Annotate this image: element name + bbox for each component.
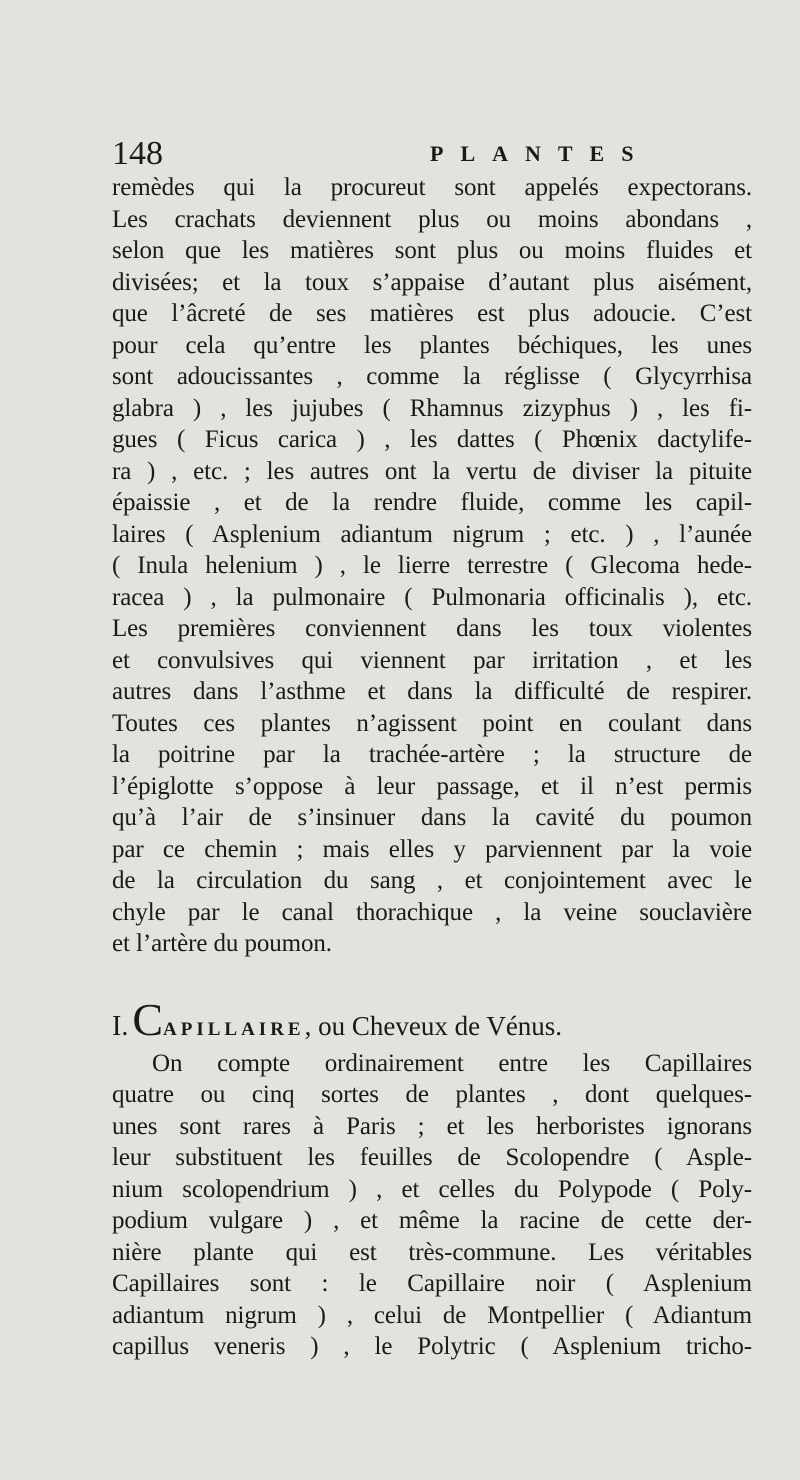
text-line: sont adoucissantes , comme la réglisse ( Glycyrrhisa xyxy=(112,363,752,390)
section-subtitle: , ou Cheveux de Vénus. xyxy=(304,1010,563,1041)
text-line: et l’artère du poumon. xyxy=(112,930,332,957)
text-line: qu’à l’air de s’insinuer dans la cavité du poumon xyxy=(112,804,752,831)
text-line: adiantum nigrum ) , celui de Montpellier ( Adiantum xyxy=(112,1301,752,1329)
text-line: et convulsives qui viennent par irritation , et les xyxy=(112,646,752,674)
text-line: racea ) , la pulmonaire ( Pulmonaria officinalis ), etc. xyxy=(112,583,752,611)
text-line: autres dans l’asthme et dans la difficulté de respirer. xyxy=(112,678,752,705)
text-line: remèdes qui la procureut sont appelés expectorans. xyxy=(112,174,752,201)
text-line: ra ) , etc. ; les autres ont la vertu de diviser la pituite xyxy=(112,457,752,485)
text-line: l’épiglotte s’oppose à leur passage, et il n’est permis xyxy=(112,772,752,800)
text-line: unes sont rares à Paris ; et les herboristes ignorans xyxy=(112,1112,752,1140)
text-line: Capillaires sont : le Capillaire noir ( Asplenium xyxy=(112,1270,752,1297)
text-line: Les crachats deviennent plus ou moins abondans , xyxy=(112,205,752,233)
text-line: On compte ordinairement entre les Capillaires xyxy=(152,1049,752,1077)
text-line: de la circulation du sang , et conjointement avec le xyxy=(112,867,752,894)
text-line: par ce chemin ; mais elles y parviennent par la voie xyxy=(112,835,752,863)
section-number: I. xyxy=(112,1010,129,1042)
section-title-initial: C xyxy=(132,993,164,1045)
running-head: PLANTES xyxy=(430,141,651,166)
text-line: Toutes ces plantes n’agissent point en coulant dans xyxy=(112,709,752,737)
text-line: pour cela qu’entre les plantes béchiques, les unes xyxy=(112,331,752,359)
paragraph-capillaires xyxy=(112,1048,752,1363)
text-line: leur substituent les feuilles de Scolopendre ( Asple- xyxy=(112,1144,752,1171)
section-title: APILLAIRE xyxy=(163,1018,305,1040)
text-line: ( Inula helenium ) , le lierre terrestre ( Glecoma hede- xyxy=(112,552,752,579)
text-line: que l’âcreté de ses matières est plus adoucie. C’est xyxy=(112,300,752,327)
text-line: podium vulgare ) , et même la racine de cette der- xyxy=(112,1207,752,1234)
text-line: chyle par le canal thorachique , la veine souclavière xyxy=(112,898,752,926)
text-line: glabra ) , les jujubes ( Rhamnus zizyphus ) , les fi- xyxy=(112,394,752,422)
text-line: nium scolopendrium ) , et celles du Polypode ( Poly- xyxy=(112,1175,752,1203)
text-line: selon que les matières sont plus ou moins fluides et xyxy=(112,237,752,264)
text-line: épaissie , et de la rendre fluide, comme les capil- xyxy=(112,489,752,516)
text-line: laires ( Asplenium adiantum nigrum ; etc. ) , l’aunée xyxy=(112,520,752,548)
section-heading xyxy=(112,992,752,1048)
text-line: Les premières conviennent dans les toux violentes xyxy=(112,615,752,642)
text-line: la poitrine par la trachée-artère ; la structure de xyxy=(112,741,752,768)
page-body xyxy=(112,172,752,1363)
page-number: 148 xyxy=(112,135,163,172)
text-line: gues ( Ficus carica ) , les dattes ( Phœnix dactylife- xyxy=(112,426,752,453)
text-line: divisées; et la toux s’appaise d’autant plus aisément, xyxy=(112,268,752,296)
text-line: quatre ou cinq sortes de plantes , dont quelques- xyxy=(112,1081,752,1108)
text-line: capillus veneris ) , le Polytric ( Asplenium tricho- xyxy=(112,1333,752,1360)
text-line: nière plante qui est très-commune. Les véritables xyxy=(112,1238,752,1266)
paragraph-expectorants xyxy=(112,172,752,960)
